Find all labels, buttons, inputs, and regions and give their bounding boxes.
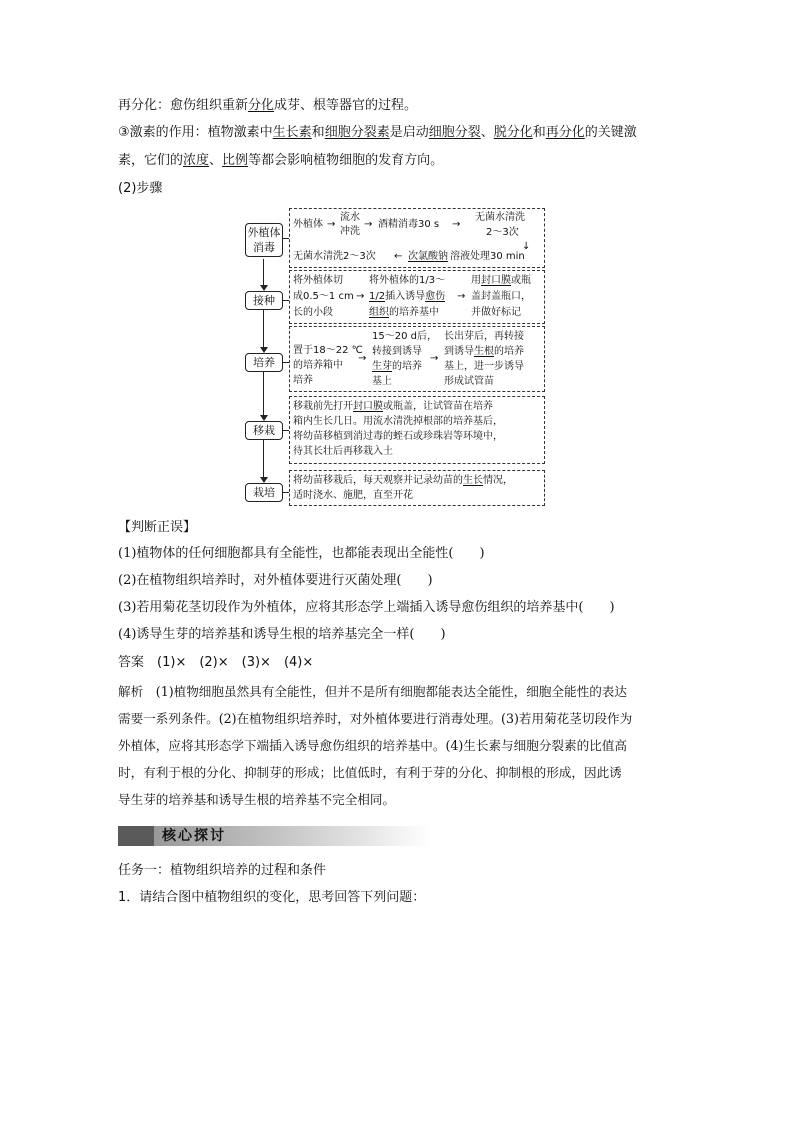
banner-accent	[118, 826, 154, 846]
arrow-right-icon: →	[327, 219, 336, 230]
arrow-left-icon: ←	[394, 251, 403, 262]
judge-item-1: (1)植物体的任何细胞都具有全能性，也都能表现出全能性( )	[118, 546, 485, 561]
analysis-line-5: 导生芽的培养基和诱导生根的培养基不完全相同。	[118, 792, 396, 807]
inoculate-box: 将外植体切 成0.5～1 cm 长的小段 → 将外植体的1/3～ 1/2插入诱导愈伤 组织的培养基中 → 用封口膜或瓶 盖封盖瓶口， 并做好标记	[289, 270, 545, 324]
analysis-line-4: 时，有利于根的分化、抑制芽的形成；比值低时，有利于芽的分化、抑制根的形成，因此诱	[118, 765, 622, 780]
step-culture: 培养	[245, 353, 283, 372]
step-transplant: 移栽	[245, 421, 283, 440]
section-banner	[118, 826, 430, 846]
arrow-right-icon: →	[364, 219, 373, 230]
step-inoculate: 接种	[245, 291, 283, 310]
connector	[263, 259, 264, 287]
transplant-box: 移栽前先打开封口膜或瓶盖，让试管苗在培养 箱内生长几日。用流水清洗掉根部的培养基后， 将幼苗移植到消过毒的蛭石或珍珠岩等环境中， 待其长壮后再移栽入土	[289, 396, 545, 464]
steps-heading: (2)步骤	[118, 181, 163, 196]
analysis-line-2: 需要一系列条件。(2)在植物组织培养时，对外植体要进行消毒处理。(3)若用菊花茎切段作为	[118, 711, 633, 726]
arrow-right-icon: →	[430, 353, 439, 364]
step-disinfect: 外植体 消毒	[245, 223, 283, 257]
answer-line: 答案 (1)× (2)× (3)× (4)×	[118, 655, 314, 670]
cultivate-box: 将幼苗移栽后，每天观察并记录幼苗的生长情况， 适时浇水、施肥，直至开花	[289, 470, 545, 506]
arrow-down-icon: ↓	[522, 241, 531, 252]
connector	[263, 371, 264, 417]
tissue-culture-flow-diagram	[245, 207, 545, 507]
judge-item-2: (2)在植物组织培养时，对外植体要进行灭菌处理( )	[118, 573, 433, 588]
hormone-line-1: ③激素的作用：植物激素中生长素和细胞分裂素是启动细胞分裂、脱分化和再分化的关键激	[118, 125, 637, 140]
arrow-right-icon: →	[358, 353, 367, 364]
connector	[263, 439, 264, 479]
section-title: 核心探讨	[162, 828, 226, 844]
analysis-line-3: 外植体，应将其形态学下端插入诱导愈伤组织的培养基中。(4)生长素与细胞分裂素的比值高	[118, 738, 627, 753]
arrow-right-icon: →	[452, 219, 461, 230]
redifferentiation-line: 再分化：愈伤组织重新分化成芽、根等器官的过程。	[118, 98, 418, 113]
judge-heading: 【判断正误】	[118, 520, 197, 535]
judge-item-4: (4)诱导生芽的培养基和诱导生根的培养基完全一样( )	[118, 627, 446, 642]
analysis-line-1: 解析 (1)植物细胞虽然具有全能性，但并不是所有细胞都能表达全能性，细胞全能性的表达	[118, 684, 627, 699]
disinfect-box: 外植体 → 流水 冲洗 → 酒精消毒30 s → 无菌水清洗 2～3次 ↓ 无菌水清洗2～3次 ← 次氯酸钠 溶液处理30 min	[289, 208, 545, 268]
connector	[263, 309, 264, 349]
culture-box: 置于18～22 ℃ 的培养箱中 培养 → 15～20 d后， 转接到诱导 生芽的培养 基上 → 长出芽后，再转接 到诱导生根的培养 基上，进一步诱导 形成试管苗	[289, 326, 545, 392]
step-cultivate: 栽培	[245, 483, 283, 502]
arrow-right-icon: →	[457, 291, 466, 302]
judge-item-3: (3)若用菊花茎切段作为外植体，应将其形态学上端插入诱导愈伤组织的培养基中( )	[118, 600, 615, 615]
task-heading: 任务一：植物组织培养的过程和条件	[118, 863, 327, 878]
arrow-right-icon: →	[356, 291, 365, 302]
question-1: 1．请结合图中植物组织的变化，思考回答下列问题：	[118, 890, 426, 905]
hormone-line-2: 素，它们的浓度、比例等都会影响植物细胞的发育方向。	[118, 153, 444, 168]
